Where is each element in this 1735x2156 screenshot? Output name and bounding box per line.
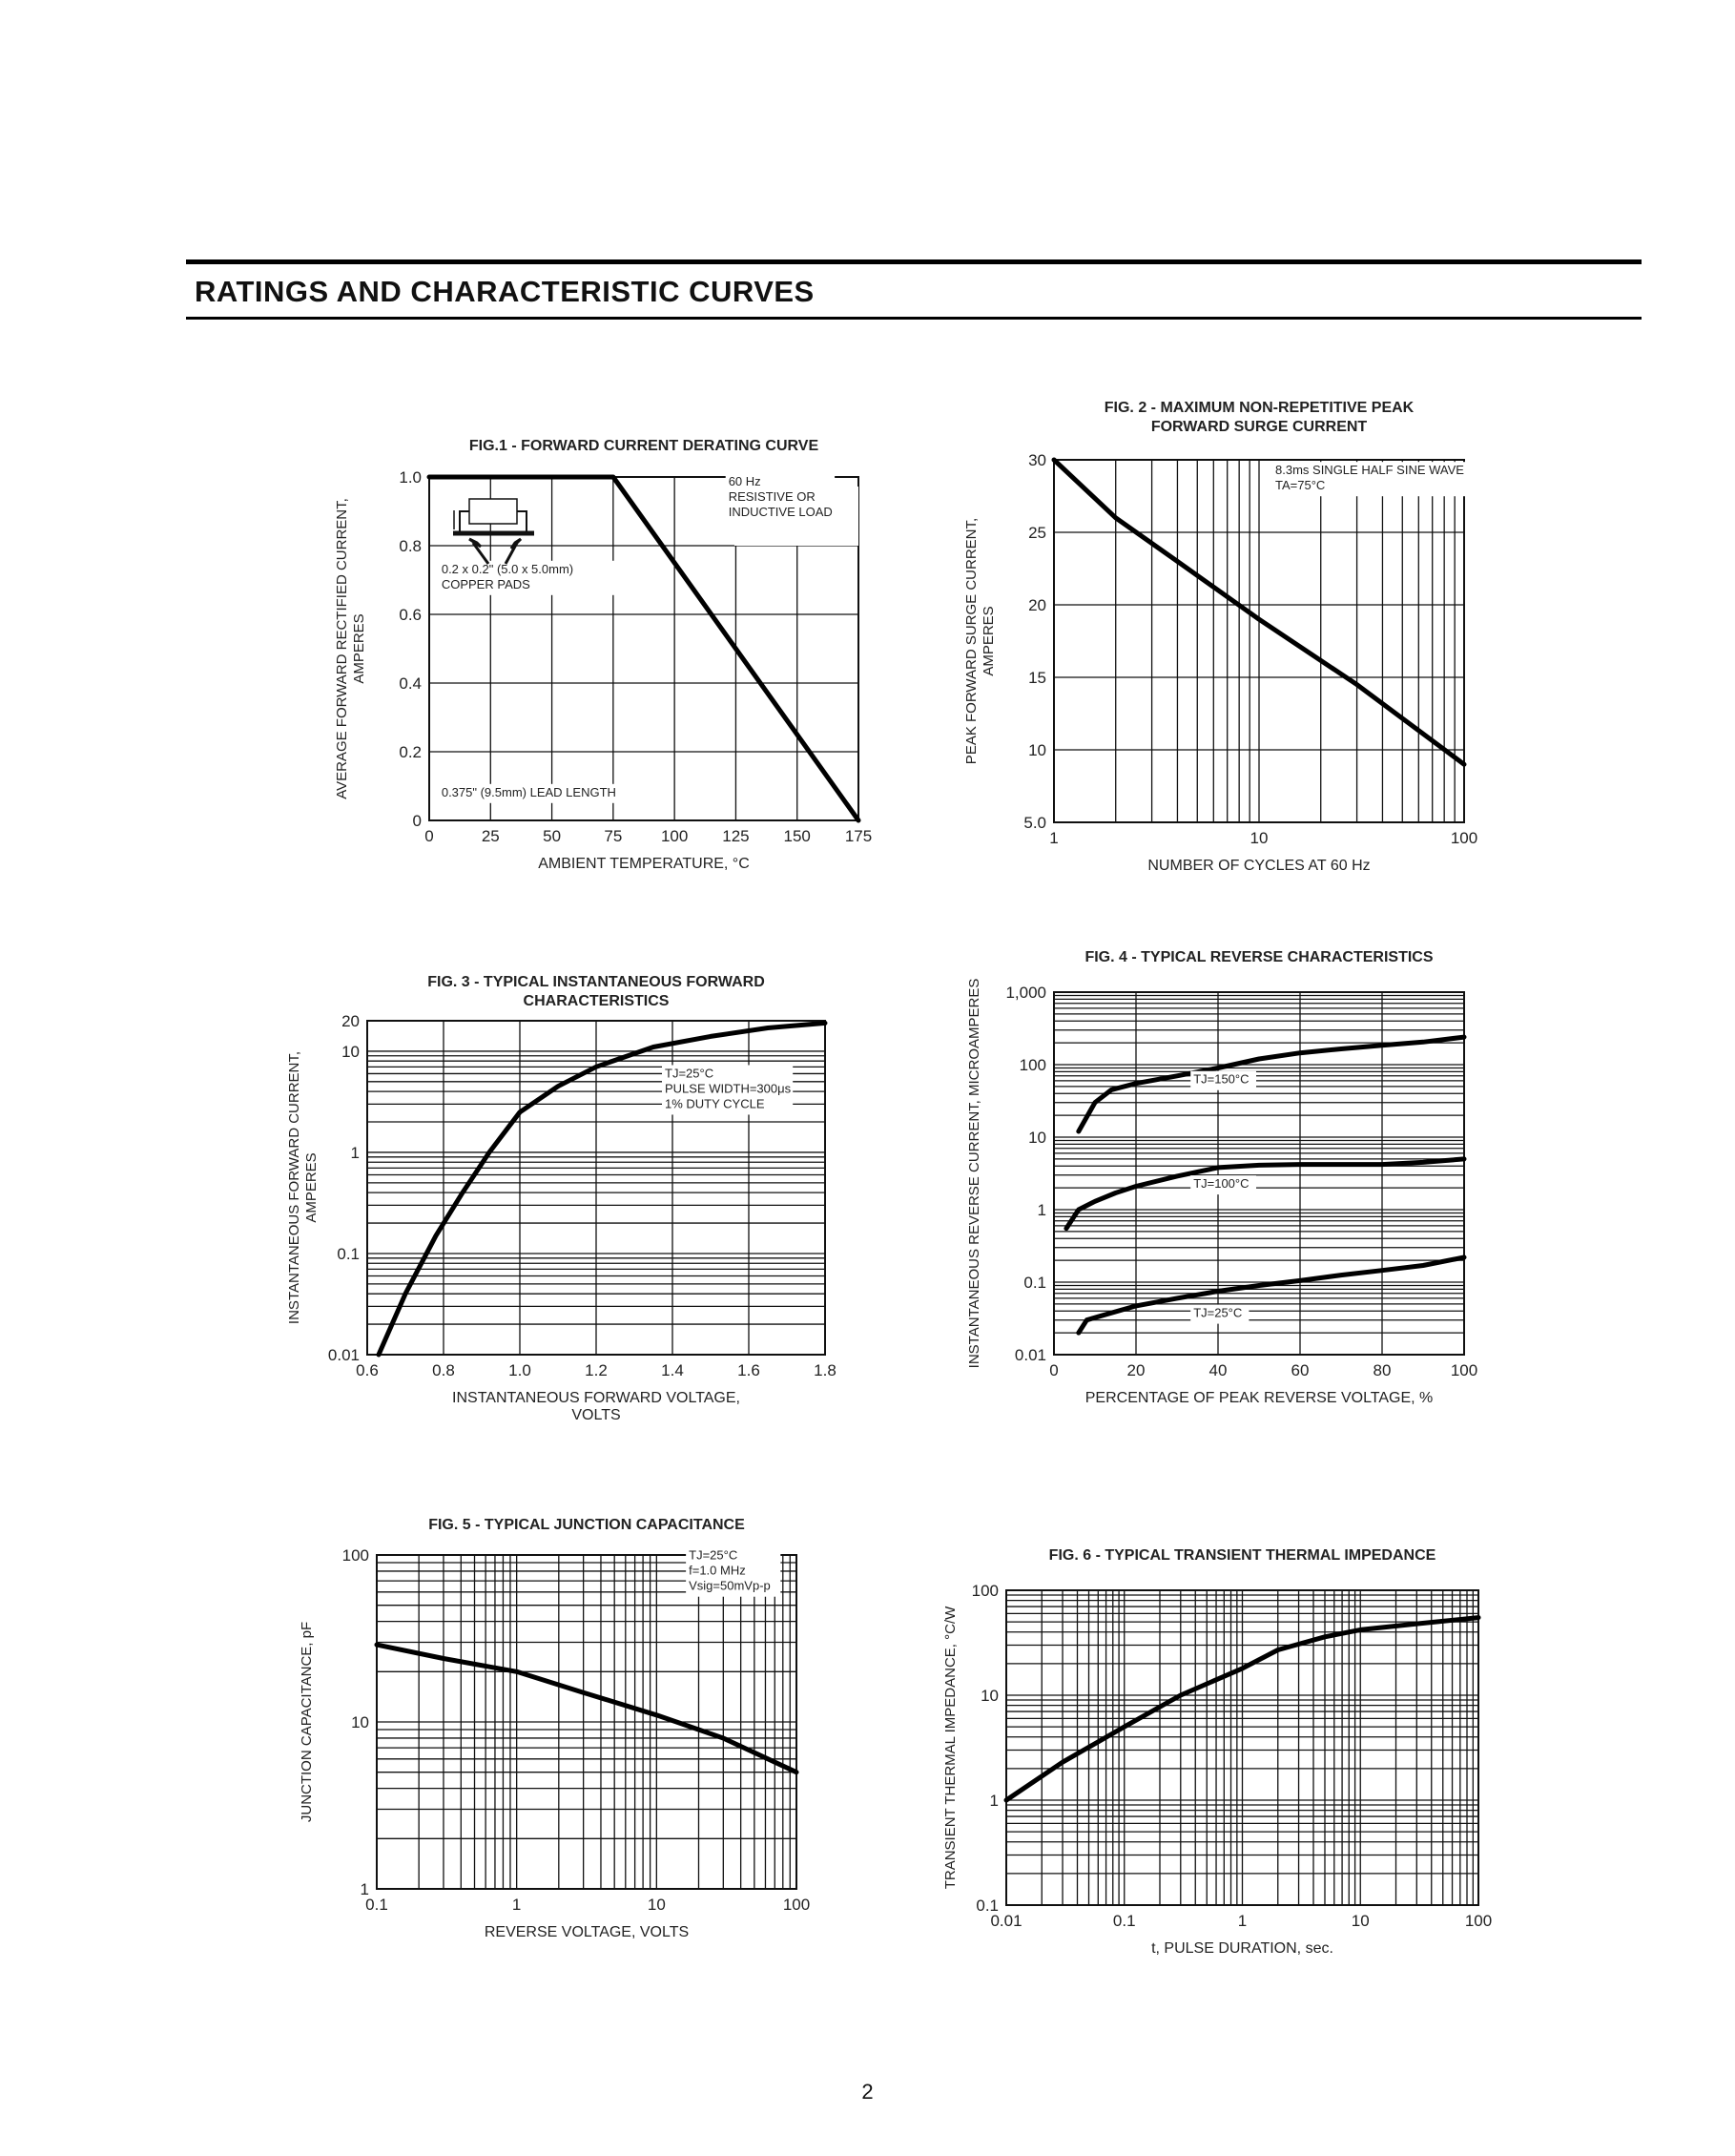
fig4-annotation-2-line-0: TJ=25°C	[1193, 1305, 1243, 1320]
fig3-xtick-label-0: 0.6	[356, 1361, 379, 1379]
fig1-ylabel-line-0: AVERAGE FORWARD RECTIFIED CURRENT,	[334, 498, 350, 799]
fig3-xlabel-line-0: INSTANTANEOUS FORWARD VOLTAGE,	[452, 1390, 740, 1406]
fig1-xtick-label-4: 100	[660, 827, 689, 845]
fig1-title-line-0: FIG.1 - FORWARD CURRENT DERATING CURVE	[468, 438, 819, 454]
fig5-xtick-label-0: 0.1	[365, 1896, 388, 1914]
page-number: 2	[861, 2080, 874, 2104]
fig3-xtick-label-2: 1.0	[508, 1361, 531, 1379]
fig6-xtick-label-0: 0.01	[990, 1912, 1022, 1930]
fig3-ylabel-line-1: AMPERES	[303, 1152, 320, 1223]
fig2-ytick-label-0: 5.0	[1023, 814, 1046, 832]
fig3-ytick-label-3: 10	[341, 1042, 360, 1061]
fig2-xtick-label-1: 10	[1250, 829, 1269, 847]
fig5-title-line-0: FIG. 5 - TYPICAL JUNCTION CAPACITANCE	[428, 1517, 745, 1533]
fig6-xlabel-line-0: t, PULSE DURATION, sec.	[1151, 1940, 1333, 1957]
fig2-title-line-1: FORWARD SURGE CURRENT	[1150, 419, 1368, 435]
fig3-xtick-label-1: 0.8	[432, 1361, 455, 1379]
fig6-xtick-label-2: 1	[1237, 1912, 1248, 1930]
fig1-ytick-label-4: 0.8	[399, 537, 422, 555]
fig1-xtick-label-2: 50	[543, 827, 562, 845]
fig1-panel	[329, 425, 901, 882]
fig3-xtick-label-5: 1.6	[737, 1361, 760, 1379]
fig6-chart	[930, 1545, 1512, 1980]
fig4-chart	[954, 944, 1497, 1455]
fig4-annotation-1-line-0: TJ=100°C	[1193, 1176, 1250, 1192]
fig6-ytick-label-3: 100	[971, 1582, 999, 1600]
fig3-annotation-0-line-2: 1% DUTY CYCLE	[665, 1096, 765, 1111]
fig1-ytick-label-2: 0.4	[399, 674, 422, 693]
fig3-panel	[281, 964, 854, 1441]
fig4-xtick-label-5: 100	[1450, 1361, 1478, 1379]
fig6-xtick-label-4: 100	[1464, 1912, 1493, 1930]
fig4-ytick-label-2: 1	[1037, 1201, 1046, 1219]
fig4-xtick-label-3: 60	[1291, 1361, 1310, 1379]
fig2-ytick-label-2: 15	[1028, 669, 1046, 687]
fig1-annotation-1-line-1: COPPER PADS	[441, 576, 530, 591]
fig1-annotation-2-line-0: 0.375" (9.5mm) LEAD LENGTH	[441, 784, 616, 799]
fig4-plot-area	[1054, 992, 1464, 1355]
fig2-ylabel-line-1: AMPERES	[981, 606, 997, 676]
fig2-chart	[959, 391, 1493, 887]
fig4-ytick-label-0: 0.01	[1014, 1346, 1046, 1364]
fig4-ytick-label-4: 100	[1019, 1056, 1046, 1074]
fig5-ytick-label-2: 100	[341, 1546, 369, 1565]
fig1-ytick-label-1: 0.2	[399, 743, 422, 761]
fig1-annotation-0-line-0: 60 Hz	[728, 474, 761, 488]
fig6-ytick-label-1: 1	[989, 1792, 999, 1810]
fig1-xtick-label-3: 75	[604, 827, 623, 845]
fig2-ytick-label-1: 10	[1028, 741, 1046, 759]
fig1-ytick-label-0: 0	[412, 812, 422, 830]
fig3-ytick-label-4: 20	[341, 1012, 360, 1030]
fig2-xtick-label-2: 100	[1450, 829, 1478, 847]
fig1-inset-diode-body	[469, 499, 517, 524]
fig2-title-line-0: FIG. 2 - MAXIMUM NON-REPETITIVE PEAK	[1104, 400, 1415, 416]
fig5-xtick-label-2: 10	[647, 1896, 666, 1914]
fig4-xtick-label-4: 80	[1373, 1361, 1392, 1379]
fig3-ytick-label-0: 0.01	[327, 1346, 360, 1364]
fig2-annotation-0-line-0: 8.3ms SINGLE HALF SINE WAVE	[1275, 463, 1464, 478]
fig3-annotation-0-line-1: PULSE WIDTH=300μs	[665, 1081, 792, 1096]
fig1-annotation-0-line-1: RESISTIVE OR	[728, 489, 816, 504]
fig6-ylabel-line-0: TRANSIENT THERMAL IMPEDANCE, °C/W	[942, 1606, 959, 1890]
fig6-ytick-label-0: 0.1	[976, 1897, 999, 1915]
fig4-xtick-label-0: 0	[1049, 1361, 1059, 1379]
fig4-ytick-label-3: 10	[1028, 1129, 1046, 1147]
fig1-chart	[329, 425, 901, 882]
fig5-panel	[286, 1512, 830, 1970]
fig5-annotation-0-line-0: TJ=25°C	[689, 1547, 738, 1563]
fig4-xtick-label-2: 40	[1208, 1361, 1228, 1379]
fig3-ytick-label-2: 1	[350, 1143, 360, 1162]
fig1-annotation-0-line-2: INDUCTIVE LOAD	[728, 505, 833, 519]
fig1-xlabel-line-0: AMBIENT TEMPERATURE, °C	[538, 856, 750, 872]
fig4-ylabel-line-0: INSTANTANEOUS REVERSE CURRENT, MICROAMPERES	[966, 978, 982, 1369]
fig1-ylabel-line-1: AMPERES	[351, 613, 367, 684]
fig3-title-line-1: CHARACTERISTICS	[523, 993, 670, 1009]
fig6-xtick-label-3: 10	[1351, 1912, 1370, 1930]
fig2-ytick-label-5: 30	[1028, 451, 1046, 469]
fig3-ylabel-line-0: INSTANTANEOUS FORWARD CURRENT,	[286, 1050, 302, 1325]
fig1-ytick-label-3: 0.6	[399, 606, 422, 624]
fig6-xtick-label-1: 0.1	[1112, 1912, 1136, 1930]
fig6-panel	[930, 1545, 1512, 1980]
fig4-ytick-label-1: 0.1	[1023, 1274, 1046, 1292]
fig4-xlabel-line-0: PERCENTAGE OF PEAK REVERSE VOLTAGE, %	[1084, 1390, 1434, 1406]
fig5-ylabel-line-0: JUNCTION CAPACITANCE, pF	[299, 1621, 315, 1823]
fig1-xtick-label-7: 175	[844, 827, 873, 845]
fig4-title-line-0: FIG. 4 - TYPICAL REVERSE CHARACTERISTICS	[1084, 949, 1434, 965]
fig5-annotation-0-line-2: Vsig=50mVp-p	[689, 1578, 771, 1593]
fig4-ytick-label-5: 1,000	[1005, 984, 1046, 1002]
fig5-chart	[286, 1512, 830, 1970]
fig2-ytick-label-3: 20	[1028, 596, 1046, 614]
fig5-xtick-label-3: 100	[782, 1896, 811, 1914]
fig1-ytick-label-5: 1.0	[399, 468, 422, 487]
fig5-xlabel-line-0: REVERSE VOLTAGE, VOLTS	[484, 1924, 690, 1940]
fig3-annotation-0-line-0: TJ=25°C	[665, 1066, 714, 1081]
fig2-xlabel-line-0: NUMBER OF CYCLES AT 60 Hz	[1147, 858, 1371, 874]
header-rule-bottom	[186, 317, 1642, 320]
fig1-xtick-label-1: 25	[481, 827, 500, 845]
fig2-panel	[959, 391, 1493, 887]
fig4-xtick-label-1: 20	[1126, 1361, 1146, 1379]
fig1-xtick-label-0: 0	[424, 827, 434, 845]
fig2-xtick-label-0: 1	[1049, 829, 1059, 847]
fig3-xtick-label-3: 1.2	[585, 1361, 608, 1379]
fig4-panel	[954, 944, 1497, 1455]
fig3-ytick-label-1: 0.1	[337, 1244, 360, 1263]
fig3-chart	[281, 964, 854, 1441]
fig4-annotation-0-line-0: TJ=150°C	[1193, 1071, 1250, 1087]
fig3-xlabel-line-1: VOLTS	[571, 1407, 621, 1423]
fig2-ytick-label-4: 25	[1028, 524, 1046, 542]
fig3-title-line-0: FIG. 3 - TYPICAL INSTANTANEOUS FORWARD	[427, 974, 765, 990]
fig1-xtick-label-5: 125	[722, 827, 750, 845]
fig5-ytick-label-1: 10	[351, 1713, 369, 1731]
fig2-annotation-0-line-1: TA=75°C	[1275, 478, 1326, 493]
fig1-annotation-1-line-0: 0.2 x 0.2" (5.0 x 5.0mm)	[441, 561, 574, 576]
page-title: RATINGS AND CHARACTERISTIC CURVES	[195, 275, 815, 308]
fig3-xtick-label-6: 1.8	[814, 1361, 837, 1379]
fig1-xtick-label-6: 150	[783, 827, 811, 845]
fig2-ylabel-line-0: PEAK FORWARD SURGE CURRENT,	[963, 517, 980, 765]
fig5-xtick-label-1: 1	[511, 1896, 522, 1914]
fig6-ytick-label-2: 10	[981, 1687, 999, 1705]
fig3-xtick-label-4: 1.4	[661, 1361, 684, 1379]
fig6-title-line-0: FIG. 6 - TYPICAL TRANSIENT THERMAL IMPEDANCE	[1048, 1547, 1436, 1564]
fig5-annotation-0-line-1: f=1.0 MHz	[689, 1563, 746, 1578]
fig5-ytick-label-0: 1	[360, 1880, 369, 1898]
header-rule-top	[186, 259, 1642, 264]
